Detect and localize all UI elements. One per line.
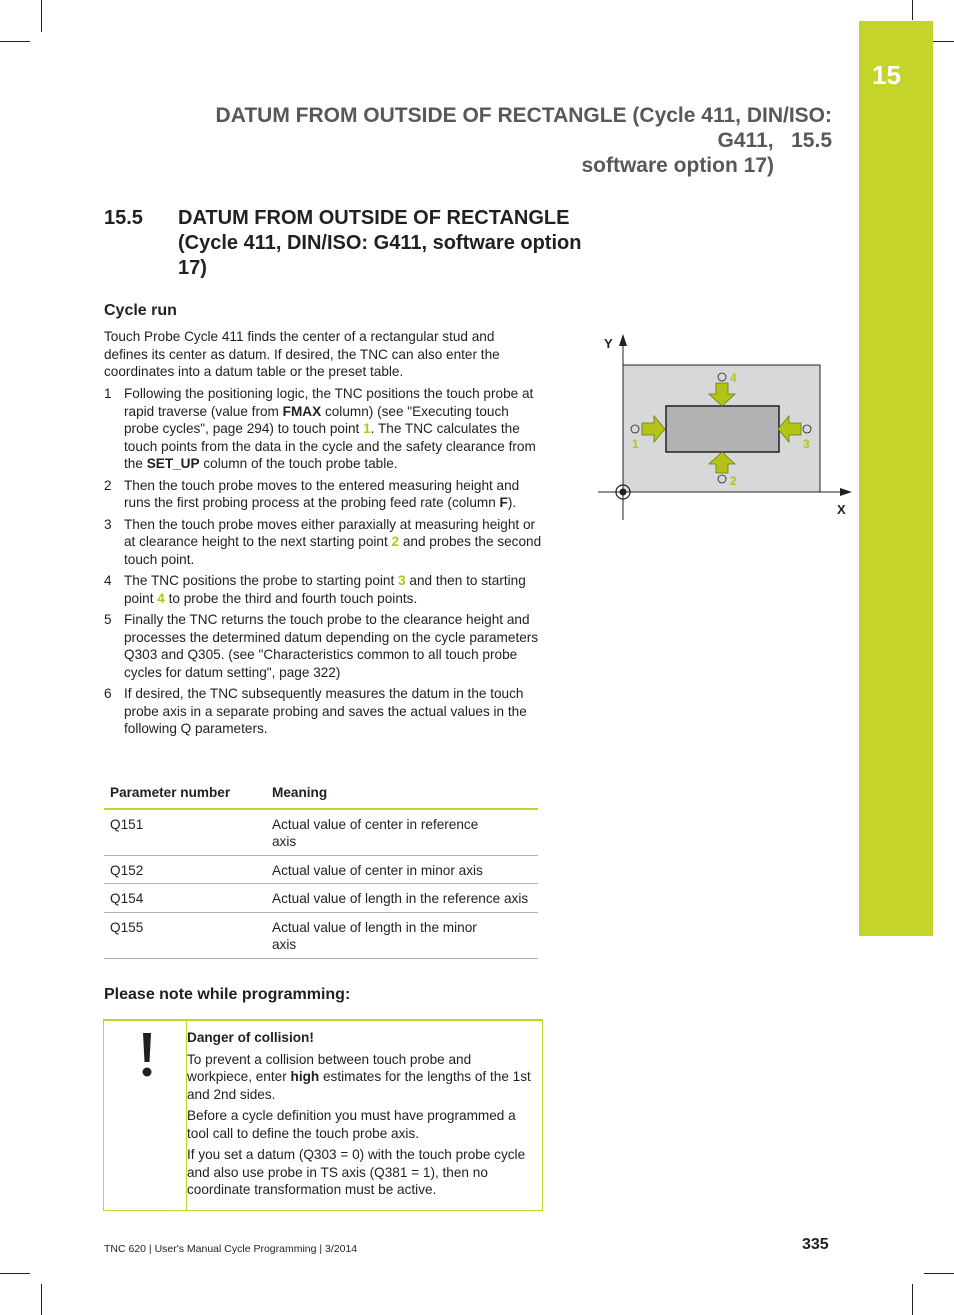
text-run: ).: [507, 495, 517, 510]
list-item: [104, 611, 546, 681]
crop-mark: [912, 0, 913, 20]
running-header-section: 15.5: [791, 129, 832, 152]
table-cell-parameter: Q152: [104, 855, 266, 884]
point-label-1: 1: [632, 437, 639, 451]
point-label-3: 3: [803, 437, 810, 451]
text-run: column of the touch probe table.: [199, 456, 398, 471]
table-cell-meaning: Actual value of center in reference axis: [266, 809, 538, 856]
table-header-meaning: Meaning: [266, 781, 538, 809]
cycle-run-heading: Cycle run: [104, 302, 177, 319]
crop-mark: [912, 1284, 913, 1315]
text-run: and probes the second touch point.: [124, 534, 542, 567]
cycle-steps-list: [104, 385, 546, 742]
step-number: 4: [104, 573, 112, 588]
crop-mark: [41, 0, 42, 32]
table-cell-meaning: Actual value of length in the reference axis: [266, 884, 538, 913]
table-row: [104, 809, 538, 856]
list-item: [104, 385, 546, 473]
bold-term: FMAX: [282, 403, 322, 419]
step-number: 1: [104, 386, 112, 401]
warning-paragraph-3: If you set a datum (Q303 = 0) with the touch probe cycle and also use probe in TS axis (Q381 = 1), then no coordinate transformation must be active.: [187, 1147, 526, 1197]
section-title: DATUM FROM OUTSIDE OF RECTANGLE (Cycle 411, DIN/ISO: G411, software option 17): [178, 207, 582, 279]
table-cell-parameter: Q154: [104, 884, 266, 913]
table-row: [104, 912, 538, 958]
text-run: estimates for the lengths of the 1st and 2nd sides.: [187, 1069, 531, 1102]
list-item: [104, 477, 546, 512]
text-run: The TNC positions the probe to starting point: [124, 573, 399, 588]
touch-point-ref: 3: [398, 573, 406, 588]
chapter-tab: [859, 21, 933, 936]
y-axis-label: Y: [604, 336, 613, 351]
page-number: 335: [802, 1236, 829, 1253]
text-run: If desired, the TNC subsequently measures the datum in the touch probe axis in a separate probing and saves the actual values in the following Q parameters.: [124, 686, 527, 736]
running-header: [100, 103, 832, 178]
crop-mark: [924, 1273, 954, 1274]
text-run: column) (see "Executing touch probe cycles", page 294) to touch point: [124, 403, 509, 436]
y-axis-arrow: [619, 334, 627, 346]
page-footer: TNC 620 | User's Manual Cycle Programming | 3/2014: [104, 1243, 358, 1255]
list-item: [104, 572, 546, 607]
table-cell-meaning: Actual value of center in minor axis: [266, 855, 538, 884]
warning-exclamation-icon: [132, 1031, 162, 1079]
text-run: To prevent a collision between touch probe and workpiece, enter: [187, 1051, 472, 1084]
list-item: [104, 516, 546, 569]
table-header-parameter: Parameter number: [104, 781, 266, 809]
running-header-line1: DATUM FROM OUTSIDE OF RECTANGLE (Cycle 411, DIN/ISO: G411, 15.5: [215, 104, 832, 152]
table-row: [104, 884, 538, 913]
step-number: 3: [104, 516, 112, 532]
step-number: 6: [104, 686, 112, 701]
cycle-run-intro: Touch Probe Cycle 411 finds the center of a rectangular stud and defines its center as datum. If desired, the TNC can also enter the coordinates into a datum table or the preset table.: [104, 329, 500, 379]
text-run: Following the positioning logic, the TNC positions the touch probe at rapid traverse (value from: [124, 386, 534, 419]
crop-mark: [0, 41, 30, 42]
table-cell-parameter: Q151: [104, 809, 266, 856]
parameter-table: [104, 781, 538, 959]
warning-title: Danger of collision!: [187, 1030, 314, 1045]
probing-diagram: [590, 330, 860, 520]
bold-term: F: [499, 495, 508, 510]
warning-text: [187, 1029, 537, 1203]
text-run: and then to starting point: [124, 573, 526, 606]
text-run: . The TNC calculates the touch points from the data in the cycle and the safety clearance from the: [124, 421, 536, 471]
crop-mark: [41, 1284, 42, 1315]
touch-point-ref: 2: [391, 534, 400, 549]
touch-point-ref: 4: [157, 590, 165, 606]
text-run: Then the touch probe moves to the entered measuring height and runs the first probing process at the probing feed rate (column: [124, 477, 520, 510]
table-row: [104, 855, 538, 884]
warning-paragraph-2: Before a cycle definition you must have programmed a tool call to define the touch probe axis.: [187, 1108, 516, 1141]
text-run: Then the touch probe moves either paraxially at measuring height or at clearance height to the next starting point: [124, 516, 536, 549]
list-item: [104, 685, 546, 738]
bold-term: SET_UP: [146, 456, 200, 471]
x-axis-label: X: [837, 502, 846, 517]
text-run: to probe the third and fourth touch points.: [164, 590, 418, 606]
point-label-2: 2: [730, 474, 737, 488]
chapter-tab-number: 15: [872, 60, 901, 90]
crop-mark: [0, 1273, 30, 1274]
x-axis-arrow: [840, 488, 852, 496]
table-cell-meaning: Actual value of length in the minor axis: [266, 912, 538, 958]
point-label-4: 4: [730, 371, 737, 385]
step-number: 5: [104, 612, 112, 627]
table-cell-parameter: Q155: [104, 912, 266, 958]
bold-term: high: [290, 1069, 320, 1084]
running-header-line2: software option 17): [581, 154, 774, 177]
text-run: Finally the TNC returns the touch probe to the clearance height and processes the determined datum depending on the cycle parameters Q303 and Q305. (see "Characteristics common to all touch probe cycles for datum setting", page 322): [124, 612, 539, 680]
warning-box: [103, 1019, 543, 1211]
touch-point-ref: 1: [363, 421, 371, 436]
table-header-row: [104, 781, 538, 809]
section-number: 15.5: [104, 207, 143, 229]
warning-paragraph-1: [187, 1051, 537, 1104]
step-number: 2: [104, 477, 112, 493]
rectangular-stud: [666, 406, 779, 452]
note-heading: Please note while programming:: [104, 986, 351, 1003]
